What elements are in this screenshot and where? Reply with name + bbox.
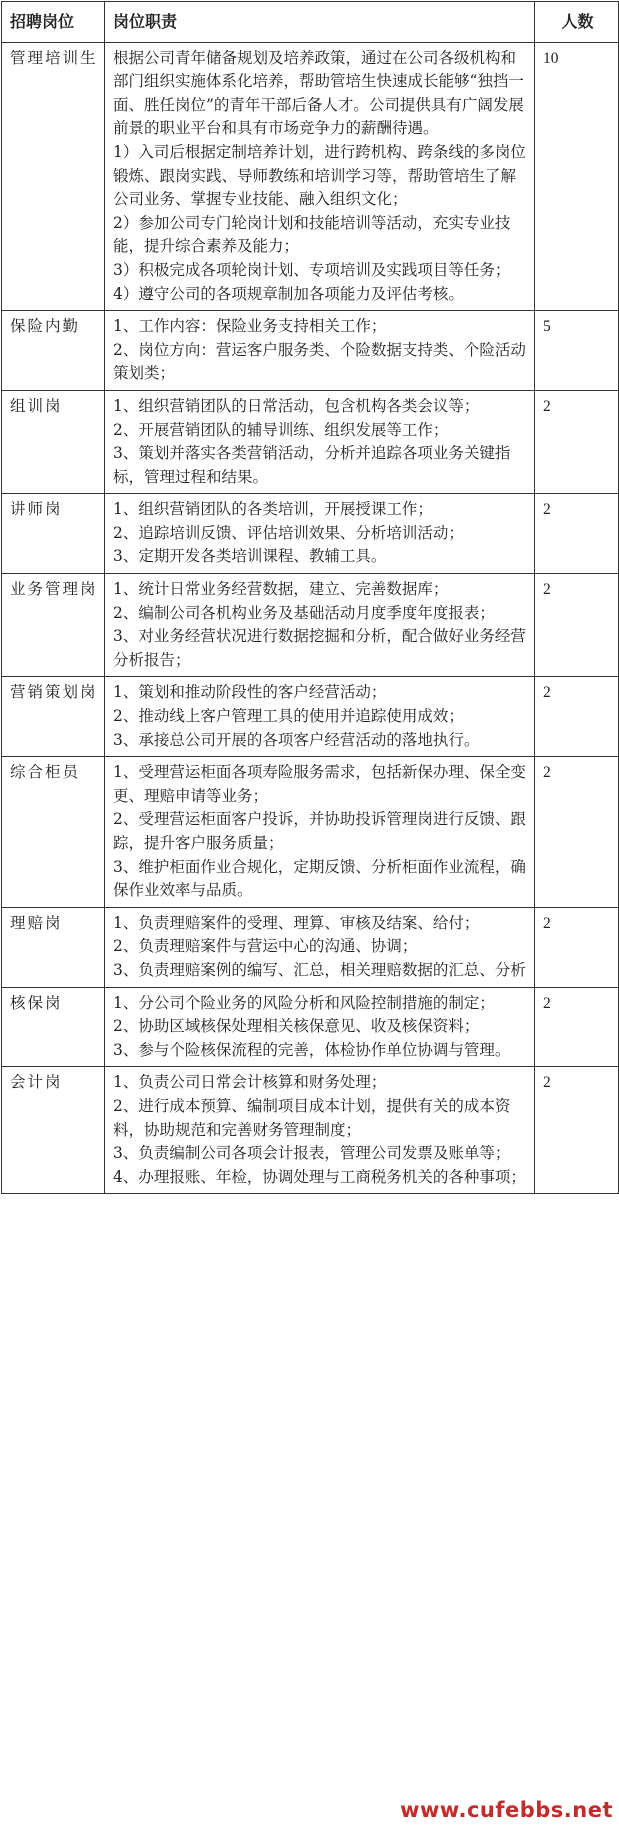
duty-item: 2、受理营运柜面客户投诉，并协助投诉管理岗进行反馈、跟踪，提升客户服务质量； bbox=[113, 810, 526, 852]
table-row bbox=[2, 677, 619, 757]
duty-item: 1、负责公司日常会计核算和财务处理； bbox=[113, 1073, 387, 1092]
position-cell: 组训岗 bbox=[2, 390, 105, 493]
duty-item: 1、策划和推动阶段性的客户经营活动； bbox=[113, 683, 387, 702]
site-watermark: www.cufebbs.net bbox=[400, 1798, 613, 1822]
position-cell: 讲师岗 bbox=[2, 494, 105, 574]
duty-item: 3、策划并落实各类营销活动，分析并追踪各项业务关键指标，管理过程和结果。 bbox=[113, 444, 511, 486]
duty-item: 4、办理报账、年检，协调处理与工商税务机关的各种事项； bbox=[113, 1167, 526, 1186]
duty-item: 3、承接总公司开展的各项客户经营活动的落地执行。 bbox=[113, 730, 480, 749]
duty-item: 2、开展营销团队的辅导训练、组织发展等工作； bbox=[113, 420, 449, 439]
position-cell: 业务管理岗 bbox=[2, 574, 105, 677]
duty-item: 4）遵守公司的各项规章制加各项能力及评估考核。 bbox=[113, 284, 464, 303]
table-row bbox=[2, 574, 619, 677]
table-row bbox=[2, 494, 619, 574]
position-cell: 综合柜员 bbox=[2, 757, 105, 908]
duty-item: 3、对业务经营状况进行数据挖掘和分析，配合做好业务经营分析报告； bbox=[113, 627, 526, 669]
position-cell: 营销策划岗 bbox=[2, 677, 105, 757]
duty-item: 1、分公司个险业务的风险分析和风险控制措施的制定； bbox=[113, 993, 495, 1012]
header-duties: 岗位职责 bbox=[105, 2, 535, 43]
duty-item: 3）积极完成各项轮岗计划、专项培训及实践项目等任务； bbox=[113, 260, 511, 279]
duties-cell bbox=[105, 494, 535, 574]
duties-cell bbox=[105, 390, 535, 493]
duty-item: 1、组织营销团队的各类培训，开展授课工作； bbox=[113, 500, 433, 519]
duty-item: 1、组织营销团队的日常活动，包含机构各类会议等； bbox=[113, 396, 480, 415]
table-row bbox=[2, 1067, 619, 1194]
count-cell: 2 bbox=[535, 1067, 619, 1194]
duty-item: 2）参加公司专门轮岗计划和技能培训等活动，充实专业技能，提升综合素养及能力； bbox=[113, 213, 511, 256]
duties-cell bbox=[105, 677, 535, 757]
duty-item: 3、定期开发各类培训课程、教辅工具。 bbox=[113, 547, 387, 566]
count-cell: 2 bbox=[535, 907, 619, 987]
duty-item: 3、负责编制公司各项会计报表，管理公司发票及账单等； bbox=[113, 1144, 511, 1163]
position-cell: 理赔岗 bbox=[2, 907, 105, 987]
duty-intro: 根据公司青年储备规划及培养政策，通过在公司各级机构和部门组织实施体系化培养，帮助管培生快速成长能够“独挡一面、胜任岗位”的青年干部后备人才。公司提供具有广阔发展前景的职业平台和具有市场竞争力的薪酬待遇。 bbox=[113, 48, 524, 138]
duty-item: 2、进行成本预算、编制项目成本计划，提供有关的成本资料，协助规范和完善财务管理制度； bbox=[113, 1096, 511, 1139]
duty-item: 1、受理营运柜面各项寿险服务需求，包括新保办理、保全变更、理赔申请等业务； bbox=[113, 763, 526, 805]
table-row bbox=[2, 987, 619, 1067]
table-row bbox=[2, 757, 619, 908]
header-position: 招聘岗位 bbox=[2, 2, 105, 43]
duties-cell bbox=[105, 42, 535, 311]
duty-item: 2、编制公司各机构业务及基础活动月度季度年度报表； bbox=[113, 603, 495, 622]
position-cell: 会计岗 bbox=[2, 1067, 105, 1194]
count-cell: 2 bbox=[535, 987, 619, 1067]
header-count: 人数 bbox=[535, 2, 619, 43]
count-cell: 2 bbox=[535, 757, 619, 908]
position-cell: 保险内勤 bbox=[2, 311, 105, 391]
duty-item: 1、统计日常业务经营数据，建立、完善数据库； bbox=[113, 580, 449, 599]
duty-item: 1）入司后根据定制培养计划，进行跨机构、跨条线的多岗位锻炼、跟岗实践、导师教练和培训学习等，帮助管培生了解公司业务、掌握专业技能、融入组织文化； bbox=[113, 142, 526, 209]
duty-item: 3、负责理赔案例的编写、汇总，相关理赔数据的汇总、分析 bbox=[113, 960, 526, 979]
duty-item: 1、负责理赔案件的受理、理算、审核及结案、给付； bbox=[113, 913, 480, 932]
table-row bbox=[2, 907, 619, 987]
count-cell: 2 bbox=[535, 494, 619, 574]
count-cell: 5 bbox=[535, 311, 619, 391]
table-body bbox=[2, 42, 619, 1194]
table-row bbox=[2, 311, 619, 391]
duties-cell bbox=[105, 757, 535, 908]
table-header-row bbox=[2, 2, 619, 43]
duty-item: 2、推动线上客户管理工具的使用并追踪使用成效； bbox=[113, 707, 464, 726]
duties-cell bbox=[105, 987, 535, 1067]
duty-item: 3、维护柜面作业合规化，定期反馈、分析柜面作业流程，确保作业效率与品质。 bbox=[113, 857, 526, 900]
duties-cell bbox=[105, 574, 535, 677]
count-cell: 2 bbox=[535, 390, 619, 493]
duty-item: 2、追踪培训反馈、评估培训效果、分析培训活动； bbox=[113, 523, 464, 542]
duty-item: 2、协助区域核保处理相关核保意见、收及核保资料； bbox=[113, 1017, 480, 1036]
duty-item: 2、岗位方向：营运客户服务类、个险数据支持类、个险活动策划类； bbox=[113, 340, 526, 383]
recruitment-table bbox=[1, 1, 619, 1194]
duty-item: 2、负责理赔案件与营运中心的沟通、协调； bbox=[113, 937, 418, 956]
duty-item: 1、工作内容：保险业务支持相关工作； bbox=[113, 317, 387, 336]
duties-cell bbox=[105, 311, 535, 391]
duty-item: 3、参与个险核保流程的完善，体检协作单位协调与管理。 bbox=[113, 1040, 511, 1059]
count-cell: 10 bbox=[535, 42, 619, 311]
position-cell: 管理培训生 bbox=[2, 42, 105, 311]
duties-cell bbox=[105, 1067, 535, 1194]
count-cell: 2 bbox=[535, 574, 619, 677]
duties-cell bbox=[105, 907, 535, 987]
table-row bbox=[2, 390, 619, 493]
table-row bbox=[2, 42, 619, 311]
count-cell: 2 bbox=[535, 677, 619, 757]
position-cell: 核保岗 bbox=[2, 987, 105, 1067]
